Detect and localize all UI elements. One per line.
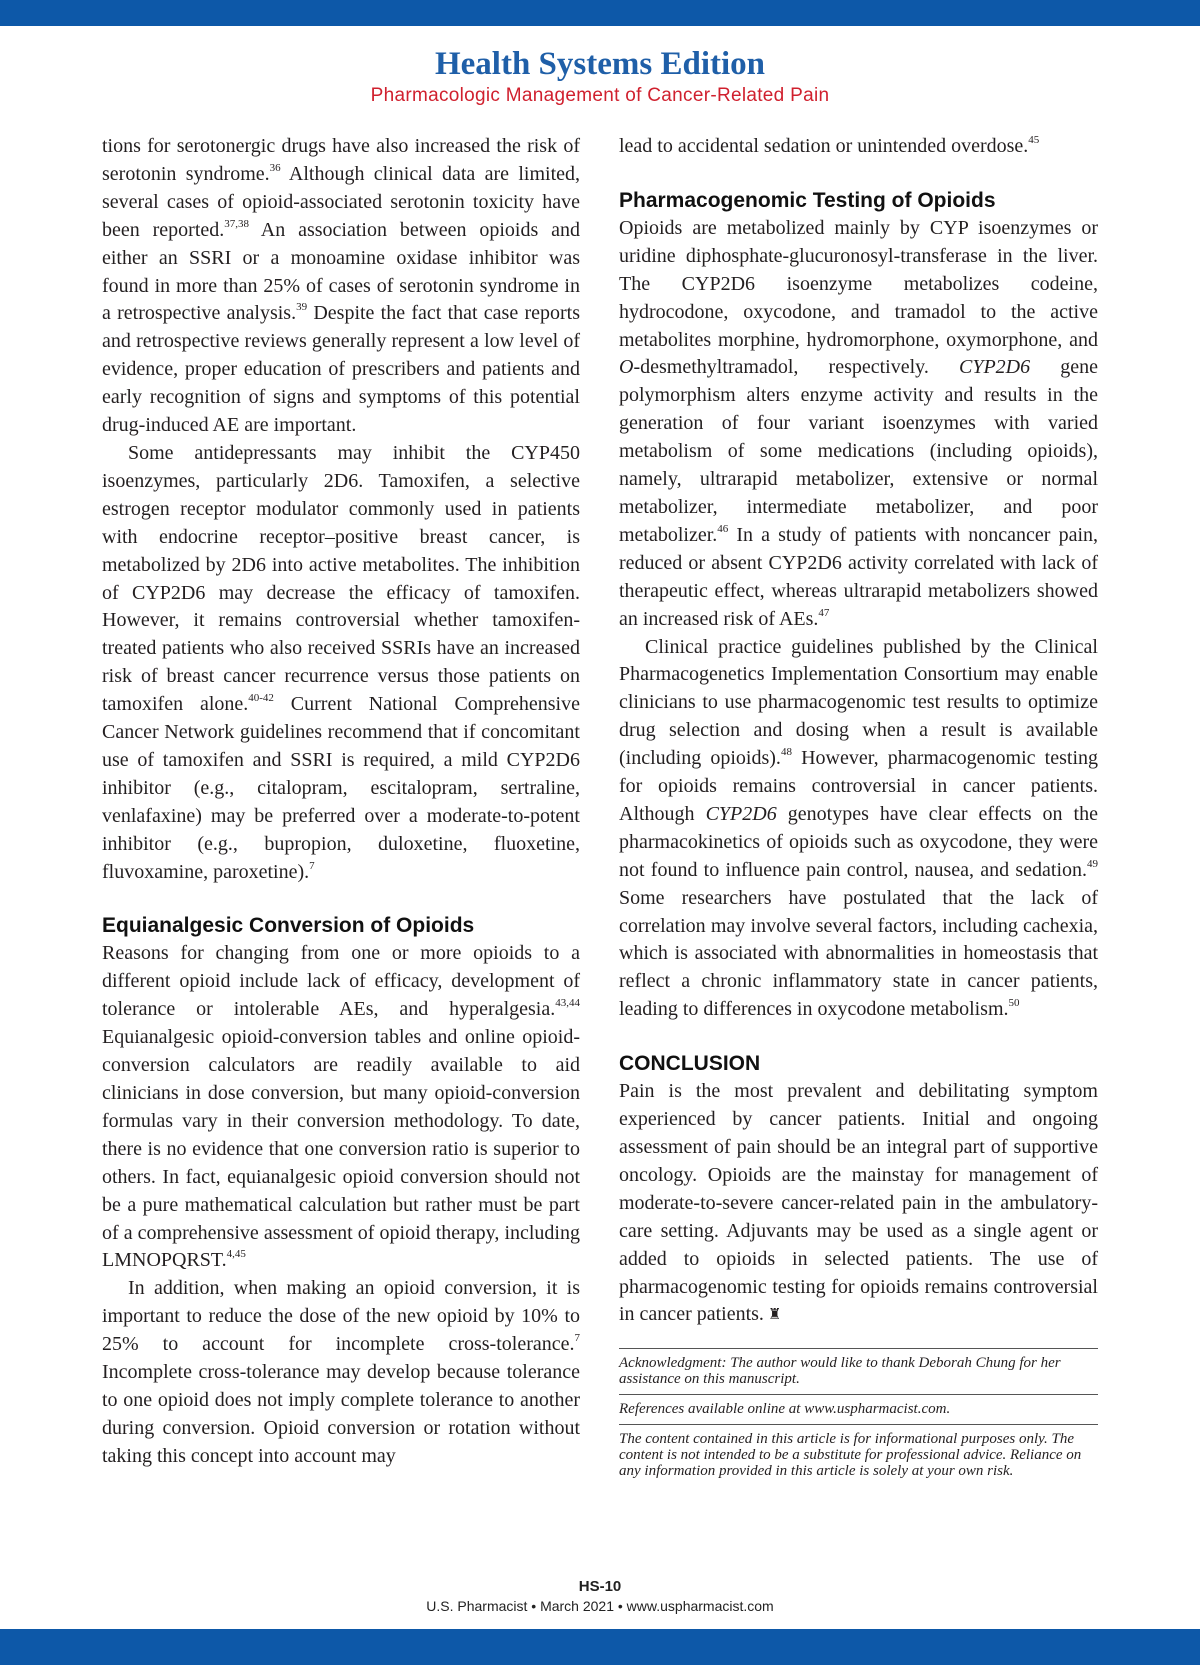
edition-title: Health Systems Edition	[434, 46, 766, 82]
paragraph: Reasons for changing from one or more opioids to a different opioid include lack of efficacy, development of tolerance or intolerable AEs, and hyperalgesia.$^{43,44}$ Equianalgesic opioid-conversion tables and online opioid-conversion calculators are readily available to aid clinicians in dose conversion, but many opioid-conversion formulas vary in their conversion methodology. To date, there is no evidence that one conversion ratio is superior to others. In fact, equianalgesic opioid conversion should not be a pure mathematical calculation but rather must be part of a comprehensive assessment of opioid therapy, including LMNOPQRST.$^{4,45}$	[102, 942, 580, 1272]
left-column	[102, 133, 580, 1471]
references-note: References available online at www.uspharmacist.com.	[619, 1394, 1098, 1424]
masthead	[0, 44, 1200, 108]
section-heading-equianalgesic: Equianalgesic Conversion of Opioids	[102, 914, 475, 938]
paragraph: lead to accidental sedation or unintended overdose.$^{45}$	[619, 134, 1040, 157]
end-mark-icon: ♜	[767, 1307, 782, 1324]
paragraph: Pain is the most prevalent and debilitating symptom experienced by cancer patients. Initial and ongoing assessment of pain should be an integral part of supportive oncology. Opioids are the mainstay for management of moderate-to-severe cancer-related pain in the ambulatory-care setting. Adjuvants may be used as a single agent or added to opioids in selected patients. The use of pharmacogenomic testing for opioids remains controversial in cancer patients. ♜	[619, 1078, 1098, 1330]
article-subtitle: Pharmacologic Management of Cancer-Related Pain	[370, 85, 830, 106]
section-heading-conclusion: CONCLUSION	[619, 1052, 761, 1076]
article-notes	[619, 1348, 1098, 1486]
page-footer	[0, 1578, 1200, 1616]
acknowledgment-note: Acknowledgment: The author would like to thank Deborah Chung for her assistance on this manuscript.	[619, 1348, 1098, 1394]
paragraph: tions for serotonergic drugs have also increased the risk of serotonin syndrome.$^{36}$ Although clinical data are limited, several cases of opioid-associated serotonin toxicity have been reported.$^{37,38}$ An association between opioids and either an SSRI or a monoamine oxidase inhibitor was found in more than 25% of cases of serotonin syndrome in a retrospective analysis.$^{39}$ Despite the fact that case reports and retrospective reviews generally represent a low level of evidence, proper education of prescribers and patients and early recognition of signs and symptoms of this potential drug-induced AE are important.	[102, 135, 581, 437]
right-column	[619, 133, 1098, 1486]
bottom-color-band	[0, 1629, 1200, 1665]
paragraph: In addition, when making an opioid conversion, it is important to reduce the dose of the new opioid by 10% to 25% to account for incomplete cross-tolerance.$^7$ Incomplete cross-tolerance may develop because tolerance to one opioid does not imply complete tolerance to another during conversion. Opioid conversion or rotation without taking this concept into account may	[102, 1277, 580, 1467]
top-color-band	[0, 0, 1200, 26]
paragraph: Some antidepressants may inhibit the CYP450 isoenzymes, particularly 2D6. Tamoxifen, a selective estrogen receptor modulator commonly used in patients with endocrine receptor–positive breast cancer, is metabolized by 2D6 into active metabolites. The inhibition of CYP2D6 may decrease the efficacy of tamoxifen. However, it remains controversial whether tamoxifen-treated patients who also received SSRIs have an increased risk of breast cancer recurrence versus those patients on tamoxifen alone.$^{40-42}$ Current National Comprehensive Cancer Network guidelines recommend that if concomitant use of tamoxifen and SSRI is required, a mild CYP2D6 inhibitor (e.g., citalopram, escitalopram, sertraline, venlafaxine) may be preferred over a moderate-to-potent inhibitor (e.g., bupropion, duloxetine, fluoxetine, fluvoxamine, paroxetine).$^7$	[102, 441, 580, 883]
page-number: HS-10	[578, 1578, 622, 1595]
publication-line: U.S. Pharmacist • March 2021 • www.uspharmacist.com	[426, 1598, 774, 1614]
section-heading-pharmacogenomic: Pharmacogenomic Testing of Opioids	[619, 188, 996, 212]
disclaimer-note: The content contained in this article is for informational purposes only. The content is not intended to be a substitute for professional advice. Reliance on any information provided in this article is solely at your own risk.	[619, 1424, 1098, 1486]
paragraph: Opioids are metabolized mainly by CYP isoenzymes or uridine diphosphate-glucuronosyl-transferase in the liver. The CYP2D6 isoenzyme metabolizes codeine, hydrocodone, oxycodone, and tramadol to the active metabolites morphine, hydromorphone, oxymorphone, and O-desmethyltramadol, respectively. CYP2D6 gene polymorphism alters enzyme activity and results in the generation of four variant isoenzymes with varied metabolism of some medications (including opioids), namely, ultrarapid metabolizer, extensive or normal metabolizer, intermediate metabolizer, and poor metabolizer.$^{46}$ In a study of patients with noncancer pain, reduced or absent CYP2D6 activity correlated with lack of therapeutic effect, whereas ultrarapid metabolizers showed an increased risk of AEs.$^{47}$	[619, 216, 1098, 630]
paragraph: Clinical practice guidelines published by the Clinical Pharmacogenetics Implementation Consortium may enable clinicians to use pharmacogenomic test results to optimize drug selection and dosing when a result is available (including opioids).$^{48}$ However, pharmacogenomic testing for opioids remains controversial in cancer patients. Although CYP2D6 genotypes have clear effects on the pharmacokinetics of opioids such as oxycodone, they were not found to influence pain control, nausea, and sedation.$^{49}$ Some researchers have postulated that the lack of correlation may involve several factors, including cachexia, which is associated with abnormalities in homeostasis that reflect a chronic inflammatory state in cancer patients, leading to differences in oxycodone metabolism.$^{50}$	[619, 635, 1098, 1021]
